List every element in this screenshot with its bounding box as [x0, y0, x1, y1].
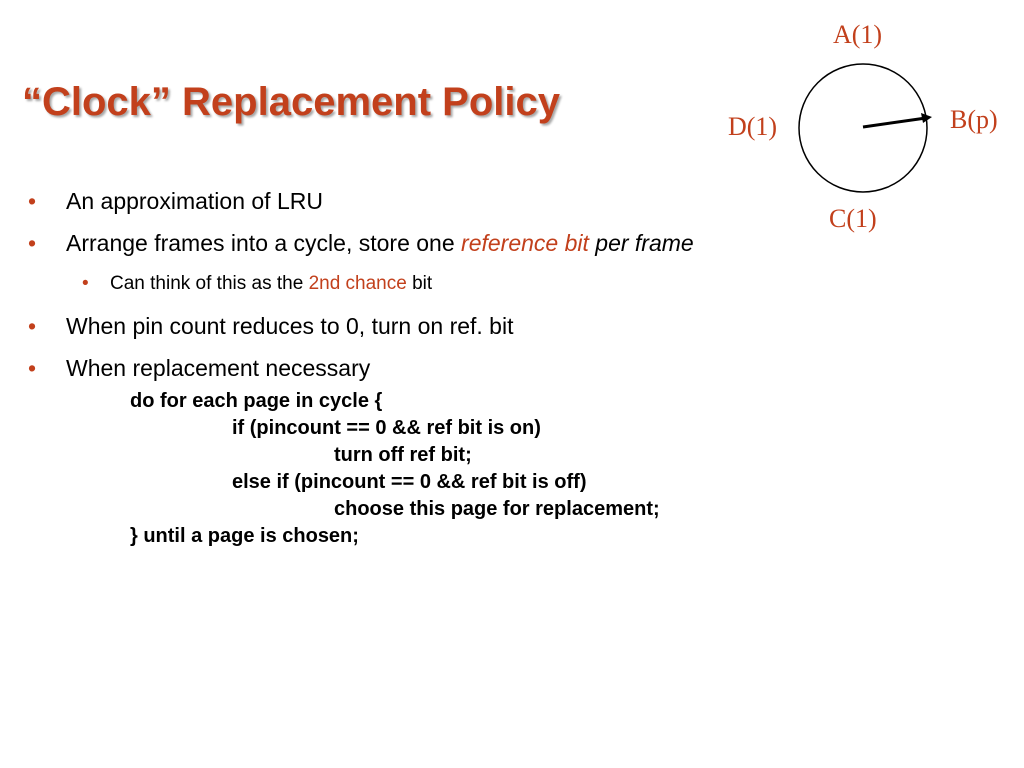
bullet-text: bit — [406, 273, 433, 294]
bullet-item — [28, 230, 694, 257]
clock-label-right: B(p) — [950, 105, 998, 134]
code-line: } until a page is chosen; — [130, 525, 359, 547]
bullet-emphasis: reference bit — [461, 230, 589, 256]
clock-label-left: D(1) — [728, 112, 778, 141]
bullet-text: Can think of this as the — [110, 273, 309, 294]
bullet-emphasis: per frame — [595, 230, 694, 256]
bullet-text: Arrange frames into a cycle, store one — [66, 230, 462, 256]
bullet-emphasis: 2nd chance — [308, 273, 407, 294]
bullet-text: When pin count reduces to 0, turn on ref. bit — [66, 313, 514, 339]
bullet-item — [28, 313, 514, 340]
clock-label-top: A(1) — [833, 20, 883, 49]
bullet-item — [28, 355, 371, 382]
bullet-glyph: • — [28, 230, 37, 256]
clock-label-bottom: C(1) — [829, 204, 877, 233]
clock-diagram — [790, 60, 950, 200]
sub-bullet-item — [82, 273, 433, 295]
bullet-item — [28, 188, 323, 215]
bullet-glyph: • — [28, 355, 37, 381]
slide-title: “Clock” Replacement Policy — [22, 80, 560, 124]
bullet-glyph: • — [28, 313, 37, 339]
bullet-glyph: • — [28, 188, 37, 214]
clock-circle — [799, 64, 927, 192]
bullet-glyph: • — [82, 273, 89, 294]
code-line: choose this page for replacement; — [334, 498, 660, 520]
code-line: do for each page in cycle { — [130, 390, 383, 412]
bullet-text: When replacement necessary — [66, 355, 371, 381]
code-line: turn off ref bit; — [334, 444, 472, 466]
code-line: if (pincount == 0 && ref bit is on) — [232, 417, 541, 439]
bullet-text: An approximation of LRU — [66, 188, 323, 214]
clock-hand — [863, 118, 926, 127]
code-line: else if (pincount == 0 && ref bit is off) — [232, 471, 587, 493]
